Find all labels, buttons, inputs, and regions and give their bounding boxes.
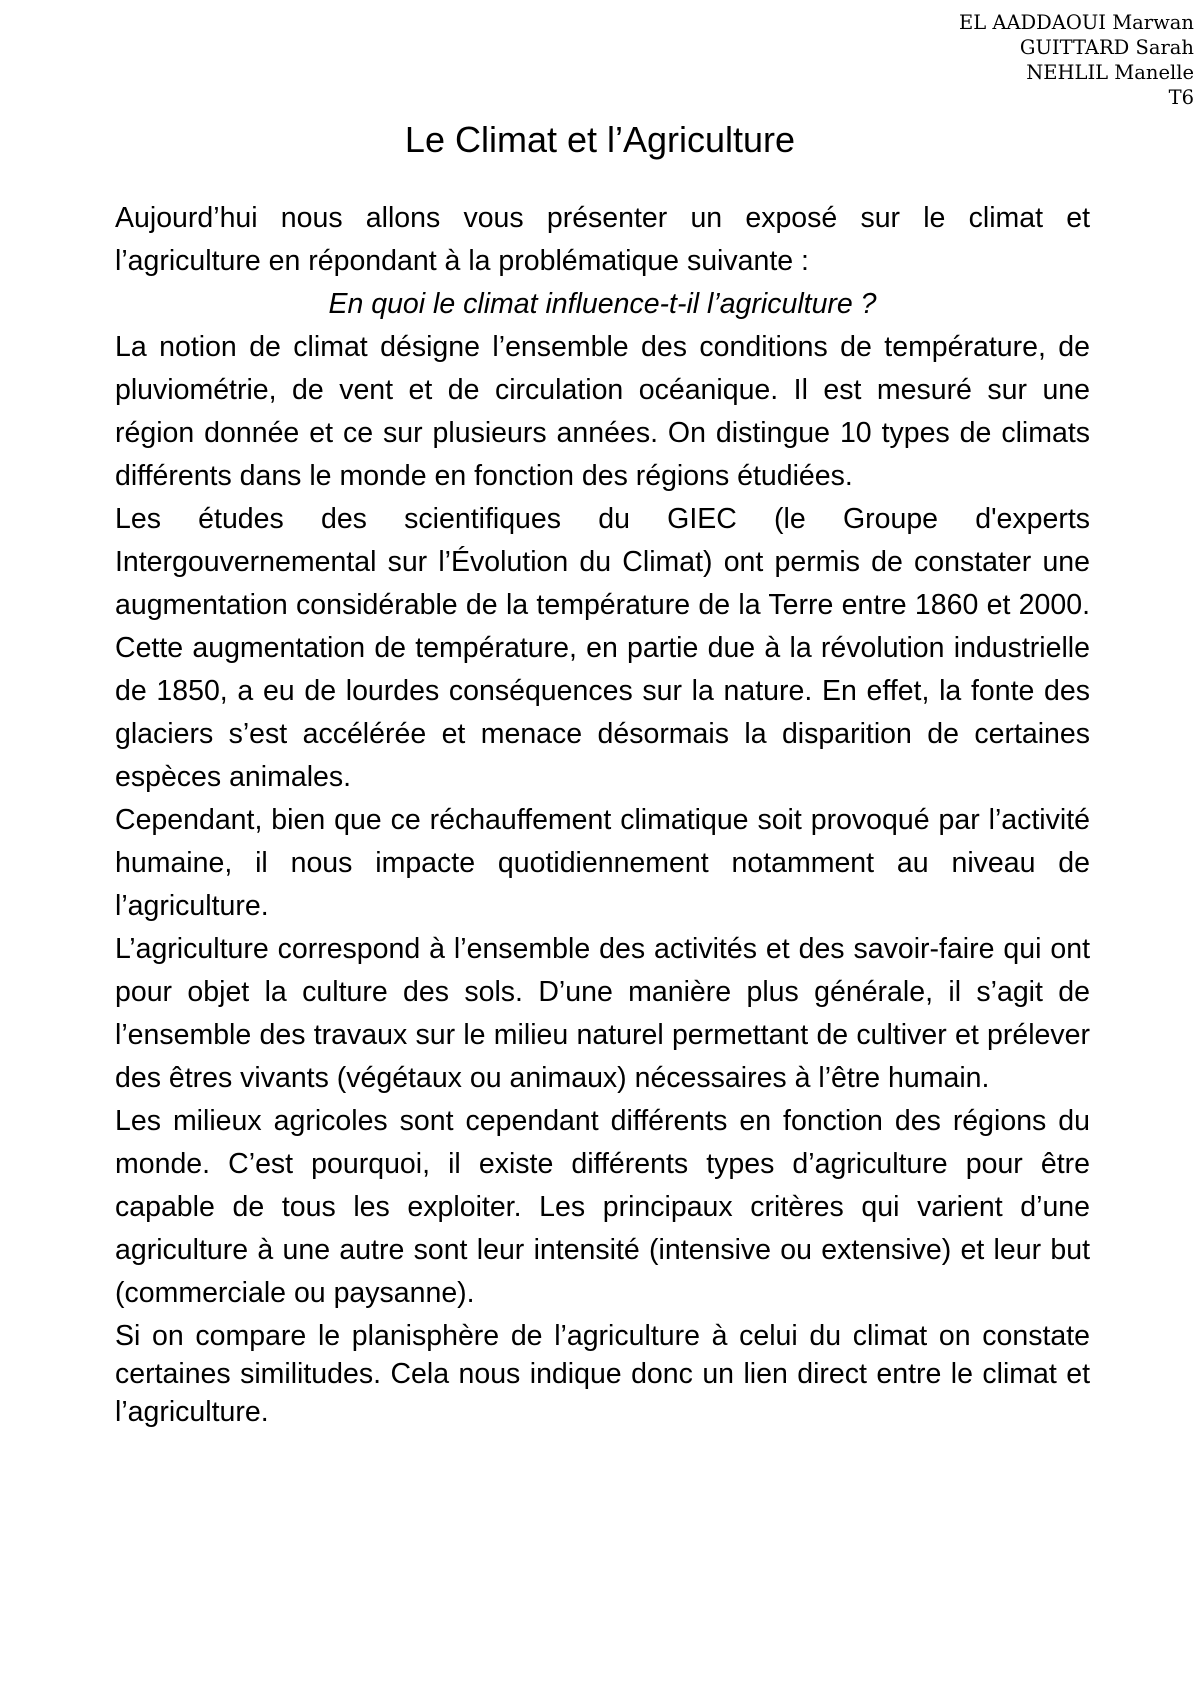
author-name: NEHLIL Manelle	[1026, 61, 1194, 84]
document-body	[115, 197, 1090, 1431]
author-list	[959, 10, 1194, 110]
problem-question: En quoi le climat influence-t-il l’agriculture ?	[328, 288, 877, 320]
document-title: Le Climat et l’Agriculture	[404, 119, 796, 160]
author-name: EL AADDAOUI Marwan	[958, 11, 1194, 34]
class-group: T6	[1168, 86, 1194, 109]
author-name: GUITTARD Sarah	[1019, 36, 1194, 59]
paragraph-conclusion: Si on compare le planisphère de l’agriculture à celui du climat on constate certaines similitudes. Cela nous indique donc un lien direct entre le climat et l’agriculture.	[115, 1320, 1090, 1428]
paragraph-climate-definition: La notion de climat désigne l’ensemble des conditions de température, de pluviométrie, de vent et de circulation océanique. Il est mesuré sur une région donnée et ce sur plusieurs années. On distingue 10 types de climats différents dans le monde en fonction des régions étudiées.	[115, 331, 1090, 492]
paragraph-agriculture-definition: L’agriculture correspond à l’ensemble des activités et des savoir-faire qui ont pour objet la culture des sols. D’une manière plus générale, il s’agit de l’ensemble des travaux sur le milieu naturel permettant de cultiver et prélever des êtres vivants (végétaux ou animaux) nécessaires à l’être humain.	[115, 933, 1090, 1094]
intro-paragraph: Aujourd’hui nous allons vous présenter un exposé sur le climat et l’agriculture en répondant à la problématique suivante :	[115, 202, 1090, 277]
paragraph-agricultural-types: Les milieux agricoles sont cependant différents en fonction des régions du monde. C’est pourquoi, il existe différents types d’agriculture pour être capable de tous les exploiter. Les principaux critères qui varient d’une agriculture à une autre sont leur intensité (intensive ou extensive) et leur but (commerciale ou paysanne).	[115, 1105, 1090, 1309]
paragraph-giec-studies: Les études des scientifiques du GIEC (le Groupe d'experts Intergouvernemental sur l’Évolution du Climat) ont permis de constater une augmentation considérable de la température de la Terre entre 1860 et 2000. Cette augmentation de température, en partie due à la révolution industrielle de 1850, a eu de lourdes conséquences sur la nature. En effet, la fonte des glaciers s’est accélérée et menace désormais la disparition de certaines espèces animales.	[115, 503, 1090, 793]
paragraph-human-impact: Cependant, bien que ce réchauffement climatique soit provoqué par l’activité humaine, il nous impacte quotidiennement notamment au niveau de l’agriculture.	[115, 804, 1090, 922]
